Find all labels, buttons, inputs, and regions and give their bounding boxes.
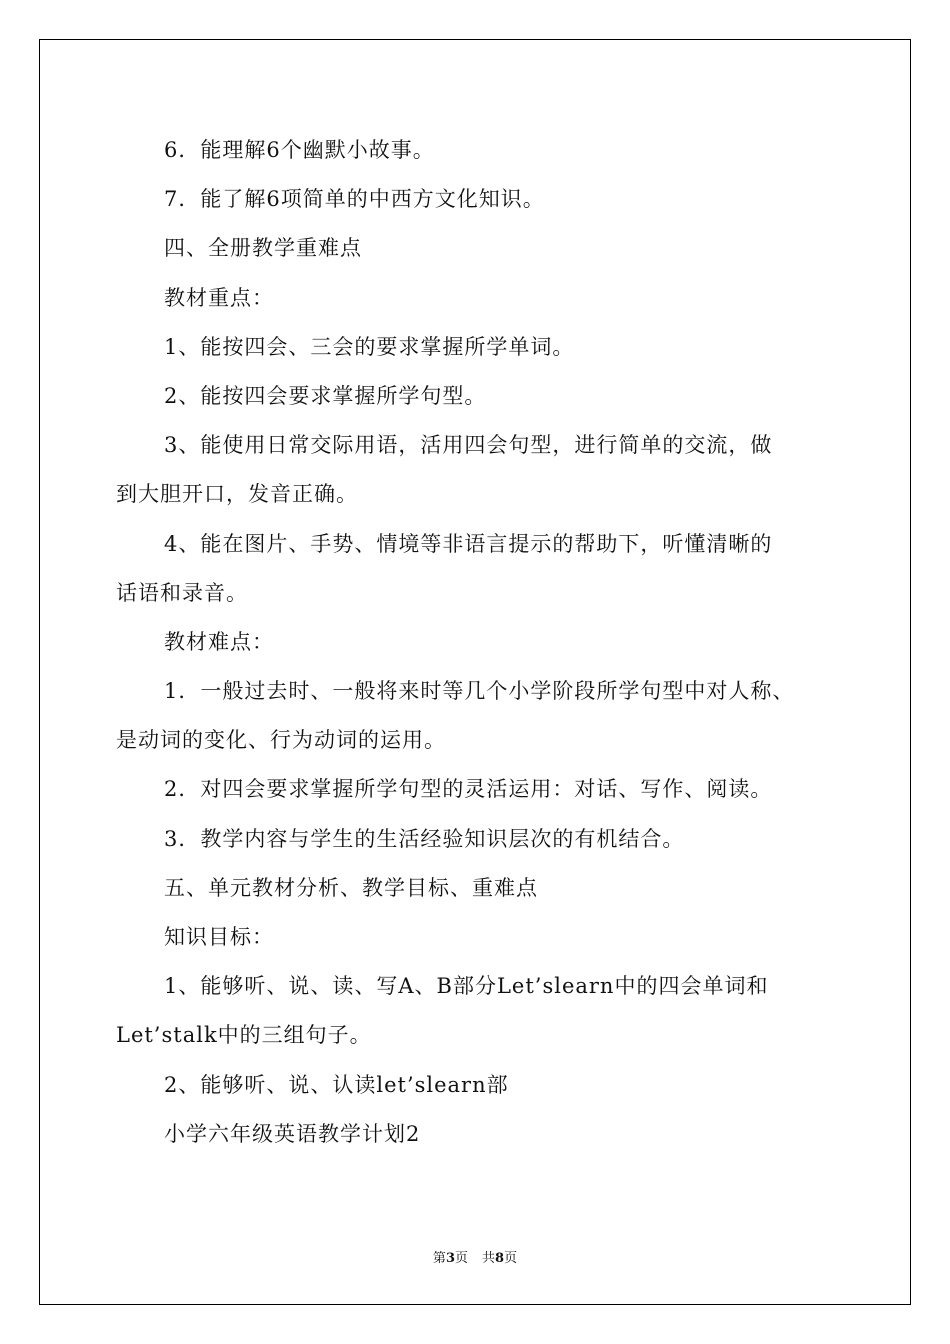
current-page-number: 3 [445, 1251, 455, 1266]
body-line: 1、能按四会、三会的要求掌握所学单词。 [164, 334, 575, 359]
subheading: 知识目标： [164, 925, 274, 949]
subheading: 教材重点： [164, 285, 274, 310]
body-line: 3、能使用日常交际用语，活用四会句型，进行简单的交流，做 [164, 433, 773, 458]
body-line: 7．能了解6项简单的中西方文化知识。 [164, 187, 545, 212]
total-unit: 页 [504, 1251, 518, 1266]
body-line: 1、能够听、说、读、写A、B部分Let’slearn中的四会单词和 [164, 974, 769, 999]
section-heading: 四、全册教学重难点 [164, 236, 362, 261]
body-line: Let’stalk中的三组句子。 [116, 1023, 372, 1048]
body-line: 4、能在图片、手势、情境等非语言提示的帮助下，听懂清晰的 [164, 531, 773, 556]
page-prefix: 第 [432, 1251, 446, 1266]
body-line: 2．对四会要求掌握所学句型的灵活运用：对话、写作、阅读。 [164, 777, 773, 802]
subheading: 教材难点： [164, 629, 274, 654]
page-unit: 页 [454, 1251, 468, 1266]
body-line: 2、能够听、说、认读let’slearn部 [164, 1072, 509, 1097]
body-line: 话语和录音。 [116, 580, 248, 605]
body-line: 3．教学内容与学生的生活经验知识层次的有机结合。 [164, 826, 685, 851]
page-footer [0, 1247, 950, 1266]
document-body [116, 126, 836, 1159]
body-line: 1．一般过去时、一般将来时等几个小学阶段所学句型中对人称、 [164, 679, 795, 704]
total-prefix: 共 [482, 1251, 496, 1266]
total-page-count: 8 [495, 1251, 505, 1266]
body-line: 到大胆开口，发音正确。 [116, 482, 358, 507]
section-heading: 五、单元教材分析、教学目标、重难点 [164, 875, 538, 900]
body-line: 2、能按四会要求掌握所学句型。 [164, 383, 487, 408]
body-line: 6．能理解6个幽默小故事。 [164, 138, 435, 162]
body-line: 是动词的变化、行为动词的运用。 [116, 728, 446, 753]
document-title: 小学六年级英语教学计划2 [164, 1121, 421, 1146]
